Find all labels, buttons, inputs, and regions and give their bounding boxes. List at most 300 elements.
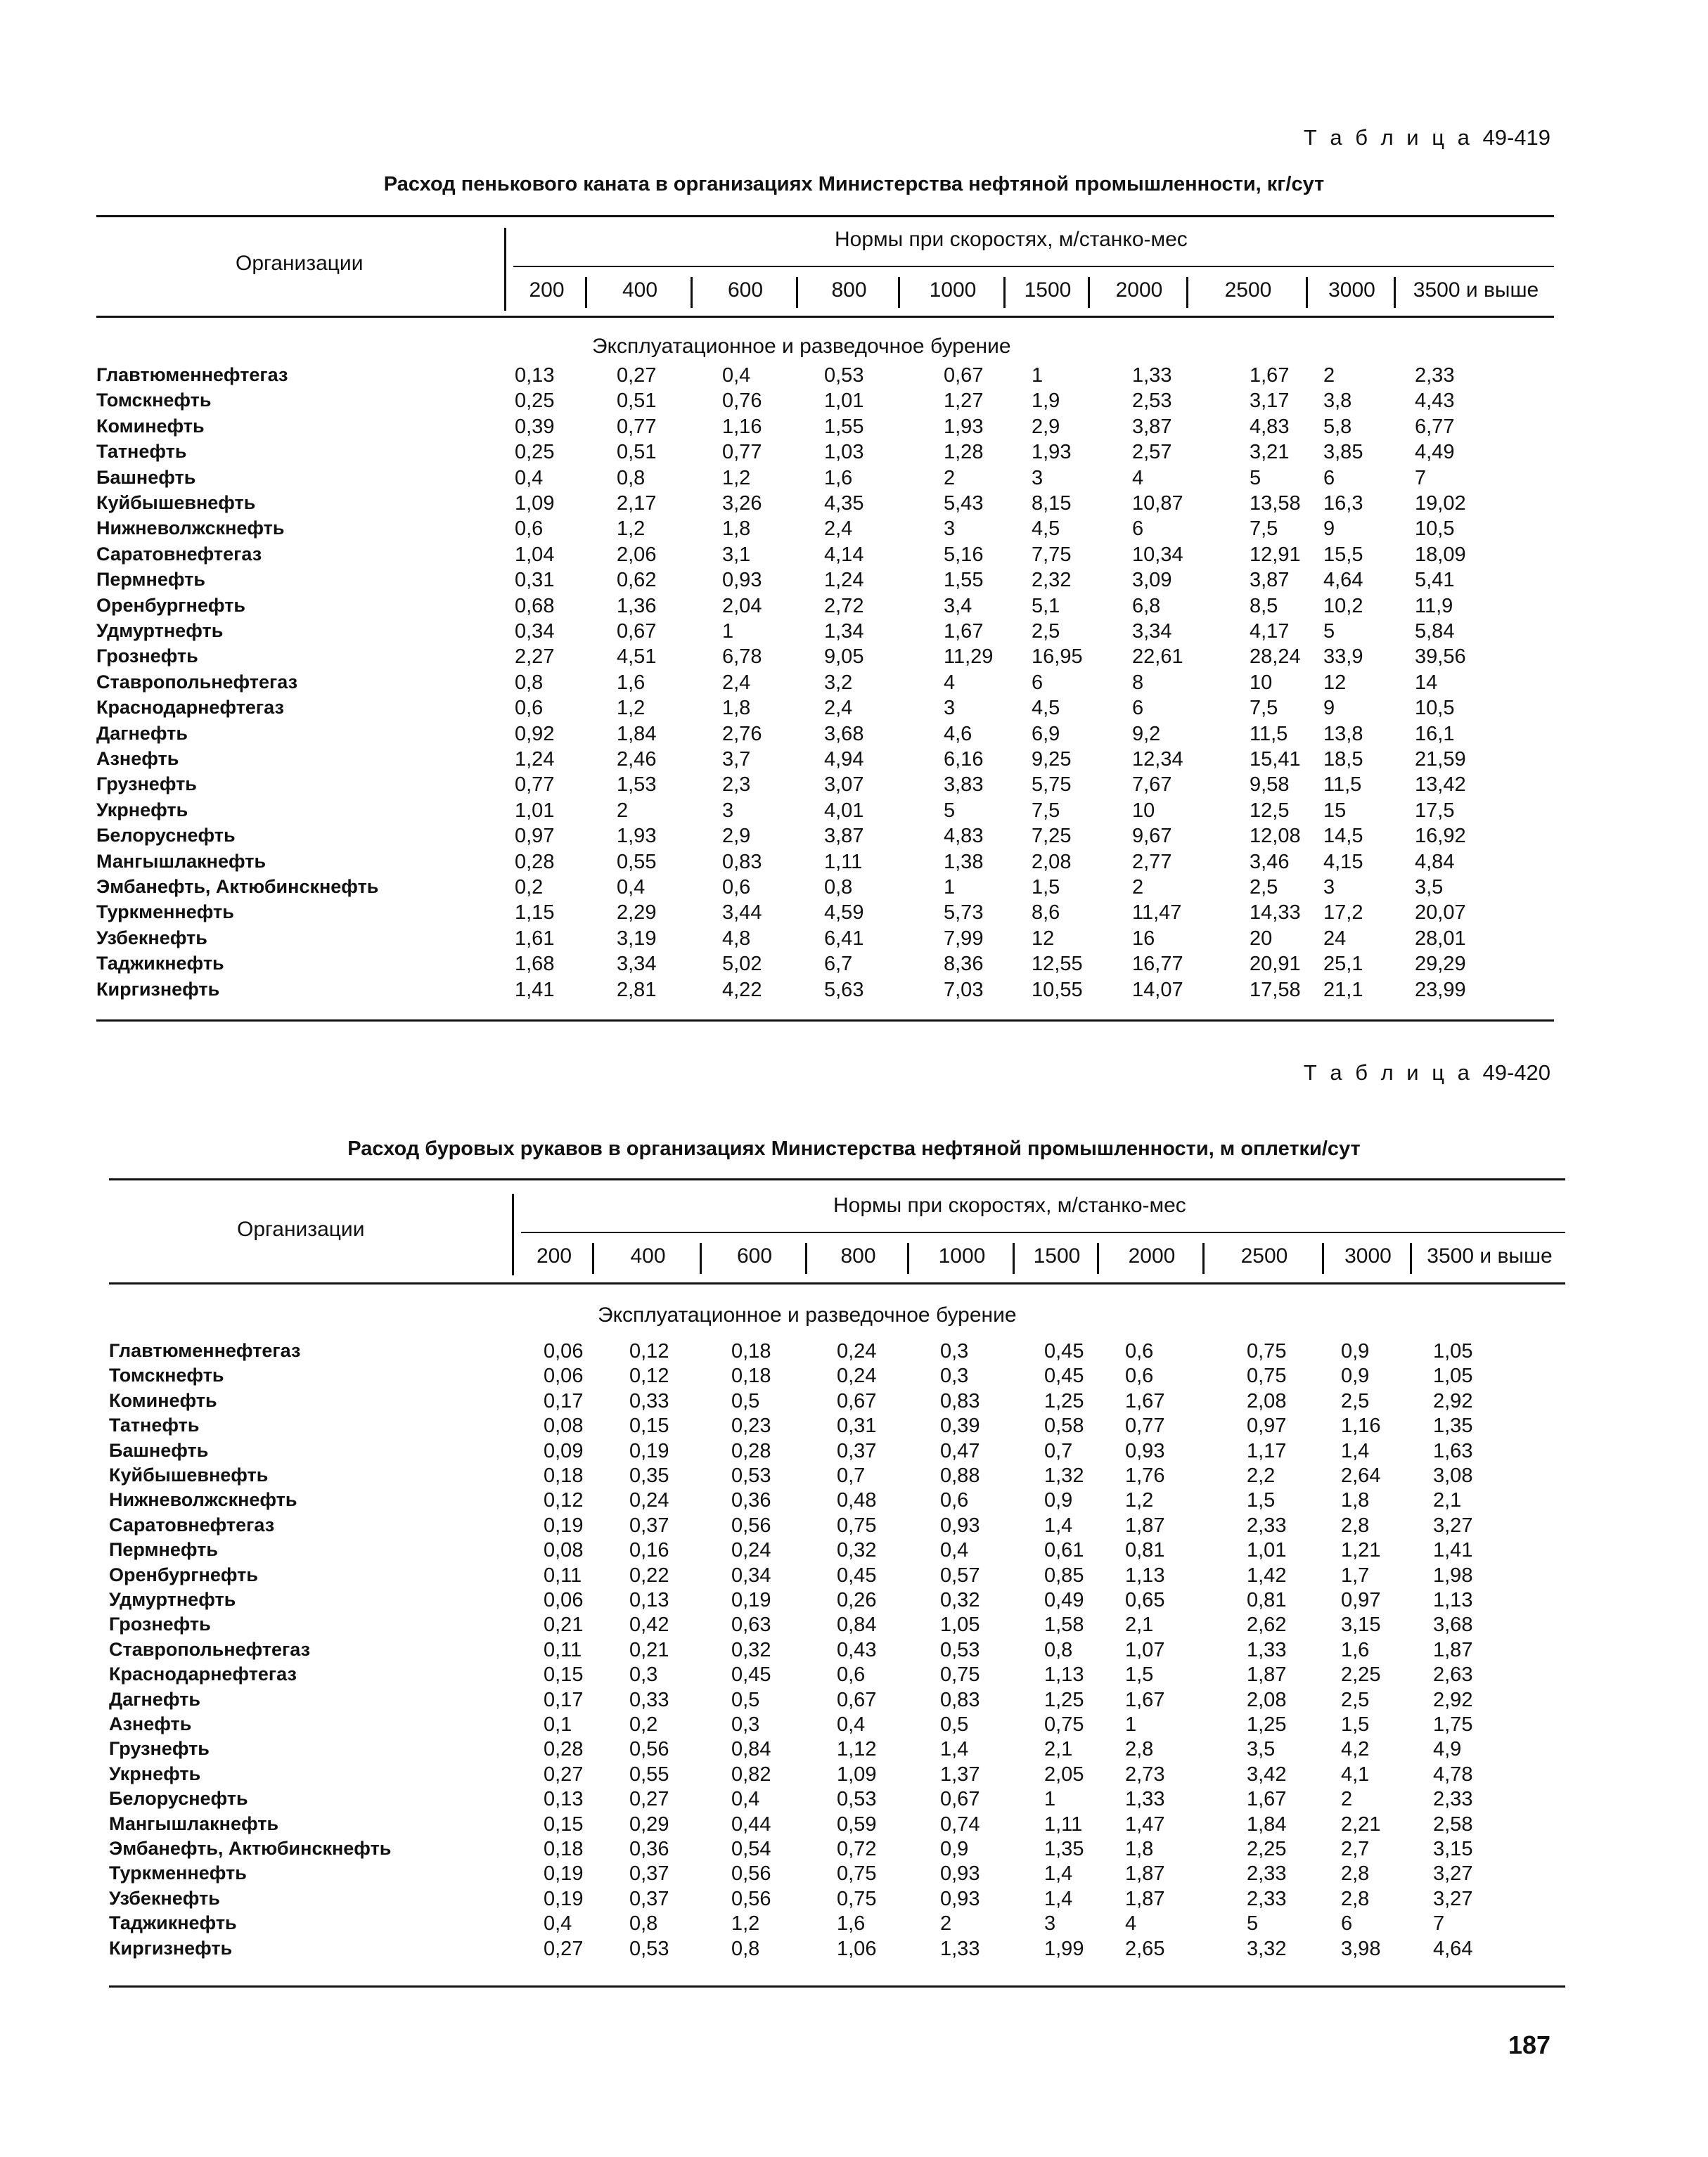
value-cell: 0,8 [1044, 1638, 1073, 1661]
value-cell: 1,35 [1433, 1415, 1473, 1438]
organization-name: Татнефть [96, 441, 187, 463]
value-cell: 0,68 [515, 594, 555, 617]
value-cell: 0,61 [1044, 1539, 1084, 1562]
value-cell: 0,84 [731, 1738, 771, 1761]
value-cell: 2 [944, 466, 956, 489]
value-cell: 0,25 [515, 441, 555, 464]
value-cell: 11,9 [1415, 594, 1453, 617]
value-cell: 2,33 [1247, 1514, 1287, 1537]
speed-header-cell: 3500 и выше [1427, 1244, 1553, 1268]
speed-column-divider [1003, 277, 1006, 308]
value-cell: 7,5 [1250, 697, 1278, 720]
value-cell: 0,55 [617, 850, 657, 873]
value-cell: 0,6 [1125, 1340, 1154, 1363]
table-row [109, 1689, 1565, 1714]
table-row [109, 1365, 1565, 1390]
value-cell: 0,59 [837, 1812, 877, 1836]
value-cell: 22,61 [1132, 645, 1183, 669]
value-cell: 1,47 [1125, 1812, 1165, 1836]
value-cell: 0,39 [940, 1415, 980, 1438]
value-cell: 0,39 [515, 415, 555, 438]
value-cell: 0,29 [629, 1812, 669, 1836]
value-cell: 10 [1132, 799, 1155, 822]
table-row [96, 364, 1554, 389]
value-cell: 8 [1132, 671, 1144, 694]
value-cell: 0,17 [544, 1389, 584, 1412]
speed-header-cell: 3000 [1328, 278, 1375, 302]
value-cell: 1,67 [944, 620, 984, 643]
value-cell: 1,93 [1032, 441, 1072, 464]
table2-org-header: Организации [237, 1218, 365, 1241]
value-cell: 0,26 [837, 1589, 877, 1611]
value-cell: 7,5 [1250, 517, 1278, 541]
value-cell: 0,13 [515, 364, 555, 387]
value-cell: 1,6 [824, 466, 853, 489]
value-cell: 3,8 [1323, 389, 1352, 413]
value-cell: 3,1 [722, 543, 751, 566]
value-cell: 0,13 [544, 1788, 584, 1811]
value-cell: 1,84 [1247, 1812, 1287, 1836]
value-cell: 3,87 [824, 825, 864, 848]
value-cell: 4,59 [824, 901, 864, 925]
value-cell: 0,28 [731, 1439, 771, 1462]
speed-header-cell: 2500 [1240, 1244, 1288, 1268]
value-cell: 4,2 [1341, 1738, 1370, 1761]
value-cell: 1,68 [515, 953, 555, 976]
value-cell: 2,29 [617, 901, 657, 925]
value-cell: 0,45 [1044, 1365, 1084, 1388]
value-cell: 9,05 [824, 645, 864, 669]
value-cell: 1,61 [515, 927, 555, 950]
value-cell: 3 [722, 799, 734, 822]
value-cell: 0,19 [544, 1862, 584, 1886]
value-cell: 1,5 [1341, 1713, 1370, 1736]
organization-name: Укрнефть [96, 799, 188, 820]
value-cell: 2 [1132, 876, 1144, 899]
value-cell: 3,27 [1433, 1514, 1473, 1537]
table-row [109, 1589, 1565, 1614]
table-row [109, 1663, 1565, 1689]
value-cell: 1,67 [1250, 364, 1290, 387]
value-cell: 6 [1032, 671, 1044, 694]
speed-header-cell: 1500 [1024, 278, 1072, 302]
value-cell: 0,75 [1247, 1340, 1287, 1363]
value-cell: 3,7 [722, 748, 751, 771]
value-cell: 24 [1323, 927, 1347, 950]
value-cell: 11,5 [1250, 722, 1288, 745]
table-row [96, 620, 1554, 645]
value-cell: 1,2 [1125, 1489, 1154, 1512]
speed-column-divider [1306, 277, 1308, 308]
speed-column-divider [898, 277, 900, 308]
value-cell: 1,37 [940, 1763, 980, 1786]
value-cell: 0,67 [837, 1389, 877, 1412]
value-cell: 4,49 [1415, 441, 1455, 464]
organization-name: Башнефть [109, 1439, 209, 1461]
value-cell: 0,67 [944, 364, 984, 387]
value-cell: 5 [944, 799, 956, 822]
value-cell: 7,75 [1032, 543, 1072, 566]
value-cell: 0,36 [731, 1489, 771, 1512]
value-cell: 2,92 [1433, 1389, 1473, 1412]
value-cell: 1,05 [940, 1614, 980, 1637]
organization-name: Краснодарнефтегаз [109, 1663, 297, 1685]
value-cell: 0,27 [617, 364, 657, 387]
value-cell: 0,6 [515, 517, 544, 541]
value-cell: 1,2 [617, 517, 646, 541]
speed-header-cell: 3500 и выше [1413, 278, 1539, 302]
value-cell: 11,47 [1132, 901, 1182, 925]
value-cell: 1,11 [824, 850, 863, 873]
value-cell: 0,85 [1044, 1564, 1084, 1587]
value-cell: 8,5 [1250, 594, 1278, 617]
organization-name: Белоруснефть [109, 1788, 248, 1810]
value-cell: 0,17 [544, 1688, 584, 1711]
value-cell: 0,16 [629, 1539, 669, 1562]
value-cell: 0,83 [722, 850, 762, 873]
value-cell: 1,4 [1044, 1887, 1073, 1910]
speed-column-divider [1186, 277, 1188, 308]
value-cell: 7,03 [944, 978, 984, 1001]
value-cell: 3,83 [944, 773, 984, 797]
value-cell: 1,5 [1032, 876, 1060, 899]
value-cell: 6,8 [1132, 594, 1161, 617]
value-cell: 0,77 [722, 441, 762, 464]
value-cell: 0,62 [617, 569, 657, 592]
value-cell: 1,99 [1044, 1937, 1084, 1960]
value-cell: 0,67 [837, 1688, 877, 1711]
value-cell: 0,19 [544, 1887, 584, 1910]
value-cell: 0,11 [544, 1564, 582, 1587]
organization-name: Таджикнефть [96, 953, 224, 974]
table1-header-bottom-rule [96, 316, 1554, 318]
table1-section-title: Эксплуатационное и разведочное бурение [592, 335, 1011, 358]
table-row [109, 1440, 1565, 1465]
value-cell: 2,04 [722, 594, 762, 617]
value-cell: 0,75 [837, 1514, 877, 1537]
value-cell: 1,33 [940, 1937, 980, 1960]
table-row [109, 1614, 1565, 1639]
value-cell: 5,8 [1323, 415, 1352, 438]
value-cell: 4,15 [1323, 850, 1363, 873]
value-cell: 0,56 [731, 1862, 771, 1886]
value-cell: 3,68 [824, 722, 864, 745]
value-cell: 0,42 [629, 1614, 669, 1637]
value-cell: 3,15 [1341, 1614, 1381, 1637]
value-cell: 0,75 [837, 1887, 877, 1910]
value-cell: 0,33 [629, 1688, 669, 1711]
value-cell: 0,4 [837, 1713, 866, 1736]
value-cell: 0,18 [731, 1365, 771, 1388]
value-cell: 0,63 [731, 1614, 771, 1637]
value-cell: 4,83 [1250, 415, 1290, 438]
value-cell: 28,24 [1250, 645, 1301, 669]
value-cell: 1,01 [1247, 1539, 1287, 1562]
value-cell: 1,09 [515, 492, 555, 515]
value-cell: 1,11 [1044, 1812, 1083, 1836]
value-cell: 1,5 [1247, 1489, 1276, 1512]
value-cell: 0,81 [1247, 1589, 1287, 1611]
value-cell: 12,08 [1250, 825, 1301, 848]
value-cell: 9,58 [1250, 773, 1290, 797]
value-cell: 1,67 [1125, 1389, 1165, 1412]
value-cell: 4 [1132, 466, 1144, 489]
table-row [109, 1340, 1565, 1365]
value-cell: 2,64 [1341, 1464, 1381, 1487]
value-cell: 2,4 [824, 697, 853, 720]
table-row [109, 1539, 1565, 1564]
value-cell: 28,01 [1415, 927, 1466, 950]
value-cell: 2,21 [1341, 1812, 1381, 1836]
value-cell: 1,38 [944, 850, 984, 873]
value-cell: 0,15 [544, 1663, 584, 1687]
value-cell: 16,92 [1415, 825, 1466, 848]
value-cell: 0,65 [1125, 1589, 1165, 1611]
value-cell: 0,74 [940, 1812, 980, 1836]
table-row [109, 1838, 1565, 1863]
value-cell: 0,12 [629, 1340, 669, 1363]
value-cell: 21,1 [1323, 978, 1363, 1001]
value-cell: 1,24 [824, 569, 864, 592]
value-cell: 5,63 [824, 978, 864, 1001]
value-cell: 10,34 [1132, 543, 1183, 566]
value-cell: 1,87 [1433, 1638, 1473, 1661]
value-cell: 1 [1032, 364, 1044, 387]
value-cell: 3,42 [1247, 1763, 1287, 1786]
organization-name: Киргизнефть [96, 978, 220, 1000]
value-cell: 0,75 [837, 1862, 877, 1886]
organization-name: Мангышлакнефть [96, 850, 267, 872]
value-cell: 0,19 [544, 1514, 584, 1537]
value-cell: 21,59 [1415, 748, 1466, 771]
speed-column-divider [796, 277, 798, 308]
value-cell: 0,06 [544, 1589, 584, 1611]
value-cell: 4,64 [1323, 569, 1363, 592]
speed-column-divider [691, 277, 693, 308]
value-cell: 0,27 [544, 1937, 584, 1960]
value-cell: 0,54 [731, 1838, 771, 1860]
value-cell: 0,37 [837, 1439, 877, 1462]
value-cell: 14,07 [1132, 978, 1183, 1001]
table-row [96, 825, 1554, 850]
value-cell: 2,63 [1433, 1663, 1473, 1687]
value-cell: 0,4 [544, 1912, 572, 1936]
value-cell: 0,24 [837, 1365, 877, 1388]
table1 [96, 215, 1554, 1028]
value-cell: 18,09 [1415, 543, 1466, 566]
value-cell: 3 [1032, 466, 1044, 489]
value-cell: 0,93 [940, 1887, 980, 1910]
value-cell: 0,18 [544, 1838, 584, 1860]
value-cell: 2 [617, 799, 629, 822]
value-cell: 3,46 [1250, 850, 1290, 873]
value-cell: 0,3 [940, 1365, 969, 1388]
value-cell: 1,35 [1044, 1838, 1084, 1860]
value-cell: 2,33 [1247, 1887, 1287, 1910]
value-cell: 1,4 [1044, 1862, 1073, 1886]
value-cell: 14,33 [1250, 901, 1301, 925]
value-cell: 3,87 [1132, 415, 1172, 438]
value-cell: 2,5 [1032, 620, 1060, 643]
value-cell: 0,82 [731, 1763, 771, 1786]
value-cell: 16,3 [1323, 492, 1363, 515]
table-row [109, 1862, 1565, 1888]
table1-header-divider [504, 228, 506, 311]
value-cell: 4,9 [1433, 1738, 1462, 1761]
value-cell: 0,4 [940, 1539, 969, 1562]
value-cell: 0,31 [515, 569, 555, 592]
value-cell: 3,68 [1433, 1614, 1473, 1637]
value-cell: 0,53 [824, 364, 864, 387]
value-cell: 0,51 [617, 441, 657, 464]
value-cell: 2,9 [1032, 415, 1060, 438]
value-cell: 0,56 [731, 1514, 771, 1537]
table-row [109, 1788, 1565, 1813]
organization-name: Дагнефть [109, 1688, 200, 1710]
value-cell: 0,28 [544, 1738, 584, 1761]
speed-header-cell: 200 [529, 278, 565, 302]
table-row [96, 979, 1554, 1004]
value-cell: 1,53 [617, 773, 657, 797]
value-cell: 10,55 [1032, 978, 1083, 1001]
value-cell: 0,5 [731, 1389, 760, 1412]
value-cell: 3 [944, 697, 956, 720]
value-cell: 0,7 [837, 1464, 866, 1487]
value-cell: 0,75 [1044, 1713, 1084, 1736]
value-cell: 0,53 [837, 1788, 877, 1811]
value-cell: 4,1 [1341, 1763, 1370, 1786]
speed-column-divider [1322, 1243, 1324, 1274]
organization-name: Ставропольнефтегаз [109, 1638, 311, 1660]
value-cell: 1,42 [1247, 1564, 1287, 1587]
value-cell: 2,05 [1044, 1763, 1084, 1786]
table-row [96, 543, 1554, 569]
value-cell: 0,53 [731, 1464, 771, 1487]
value-cell: 2,77 [1132, 850, 1172, 873]
value-cell: 0,24 [629, 1489, 669, 1512]
value-cell: 20 [1250, 927, 1273, 950]
table-row [96, 876, 1554, 901]
value-cell: 0,2 [629, 1713, 658, 1736]
value-cell: 0,45 [731, 1663, 771, 1687]
table2-header-divider [512, 1194, 514, 1275]
organization-name: Белоруснефть [96, 825, 236, 846]
speed-header-cell: 600 [736, 1244, 773, 1268]
table1-label: Т а б л и ц а 49-419 [1303, 125, 1550, 150]
value-cell: 4,51 [617, 645, 657, 669]
value-cell: 1,6 [837, 1912, 866, 1936]
value-cell: 3,26 [722, 492, 762, 515]
value-cell: 3,4 [944, 594, 972, 617]
value-cell: 5,41 [1415, 569, 1455, 592]
value-cell: 1,55 [944, 569, 984, 592]
value-cell: 4,64 [1433, 1937, 1473, 1960]
table-row [109, 1713, 1565, 1739]
value-cell: 0,08 [544, 1415, 584, 1438]
value-cell: 18,5 [1323, 748, 1363, 771]
speed-header-cell: 3000 [1344, 1244, 1392, 1268]
value-cell: 6 [1132, 697, 1144, 720]
value-cell: 0,27 [544, 1763, 584, 1786]
value-cell: 1 [1044, 1788, 1056, 1811]
value-cell: 1,12 [837, 1738, 877, 1761]
speed-header-cell: 2000 [1128, 1244, 1176, 1268]
organization-name: Киргизнефть [109, 1937, 233, 1959]
value-cell: 3,34 [617, 953, 657, 976]
organization-name: Саратовнефтегаз [109, 1514, 275, 1535]
value-cell: 3,17 [1250, 389, 1290, 413]
value-cell: 0,09 [544, 1439, 584, 1462]
value-cell: 1,13 [1125, 1564, 1165, 1587]
value-cell: 15,5 [1323, 543, 1363, 566]
value-cell: 0,97 [515, 825, 555, 848]
value-cell: 1,41 [515, 978, 555, 1001]
value-cell: 1,67 [1125, 1688, 1165, 1711]
value-cell: 0,37 [629, 1862, 669, 1886]
organization-name: Пермнефть [96, 569, 205, 591]
value-cell: 1,25 [1044, 1389, 1084, 1412]
organization-name: Эмбанефть, Актюбинскнефть [96, 876, 379, 897]
value-cell: 2,4 [824, 517, 853, 541]
value-cell: 0,56 [731, 1887, 771, 1910]
value-cell: 1,05 [1433, 1340, 1473, 1363]
value-cell: 0,53 [629, 1937, 669, 1960]
value-cell: 3,85 [1323, 441, 1363, 464]
value-cell: 9,67 [1132, 825, 1172, 848]
organization-name: Узбекнефть [109, 1887, 220, 1909]
value-cell: 0,77 [515, 773, 555, 797]
organization-name: Оренбургнефть [96, 594, 245, 616]
value-cell: 10,5 [1415, 697, 1455, 720]
value-cell: 0,92 [515, 722, 555, 745]
organization-name: Таджикнефть [109, 1912, 237, 1934]
value-cell: 3,87 [1250, 569, 1290, 592]
value-cell: 0,97 [1341, 1589, 1381, 1611]
value-cell: 2,33 [1415, 364, 1455, 387]
table-row [96, 389, 1554, 415]
table-row [96, 441, 1554, 466]
value-cell: 0,47 [940, 1439, 980, 1462]
value-cell: 0,19 [731, 1589, 771, 1611]
speed-column-divider [585, 277, 587, 308]
value-cell: 0,32 [731, 1638, 771, 1661]
value-cell: 8,15 [1032, 492, 1072, 515]
value-cell: 14,5 [1323, 825, 1363, 848]
organization-name: Пермнефть [109, 1539, 218, 1561]
value-cell: 4,5 [1032, 697, 1060, 720]
value-cell: 0,8 [629, 1912, 658, 1936]
value-cell: 1,76 [1125, 1464, 1165, 1487]
value-cell: 7,67 [1132, 773, 1172, 797]
value-cell: 1,8 [1341, 1489, 1370, 1512]
organization-name: Азнефть [109, 1713, 192, 1734]
value-cell: 5,73 [944, 901, 984, 925]
table-row [96, 697, 1554, 722]
table2-header-bottom-rule [109, 1282, 1565, 1284]
value-cell: 1,9 [1032, 389, 1060, 413]
value-cell: 0,24 [731, 1539, 771, 1562]
value-cell: 10 [1250, 671, 1273, 694]
value-cell: 17,5 [1415, 799, 1455, 822]
value-cell: 4,84 [1415, 850, 1455, 873]
value-cell: 0,75 [940, 1663, 980, 1687]
value-cell: 1,05 [1433, 1365, 1473, 1388]
value-cell: 12,91 [1250, 543, 1301, 566]
value-cell: 7,25 [1032, 825, 1072, 848]
value-cell: 8,36 [944, 953, 984, 976]
value-cell: 6 [1132, 517, 1144, 541]
value-cell: 2 [1323, 364, 1335, 387]
